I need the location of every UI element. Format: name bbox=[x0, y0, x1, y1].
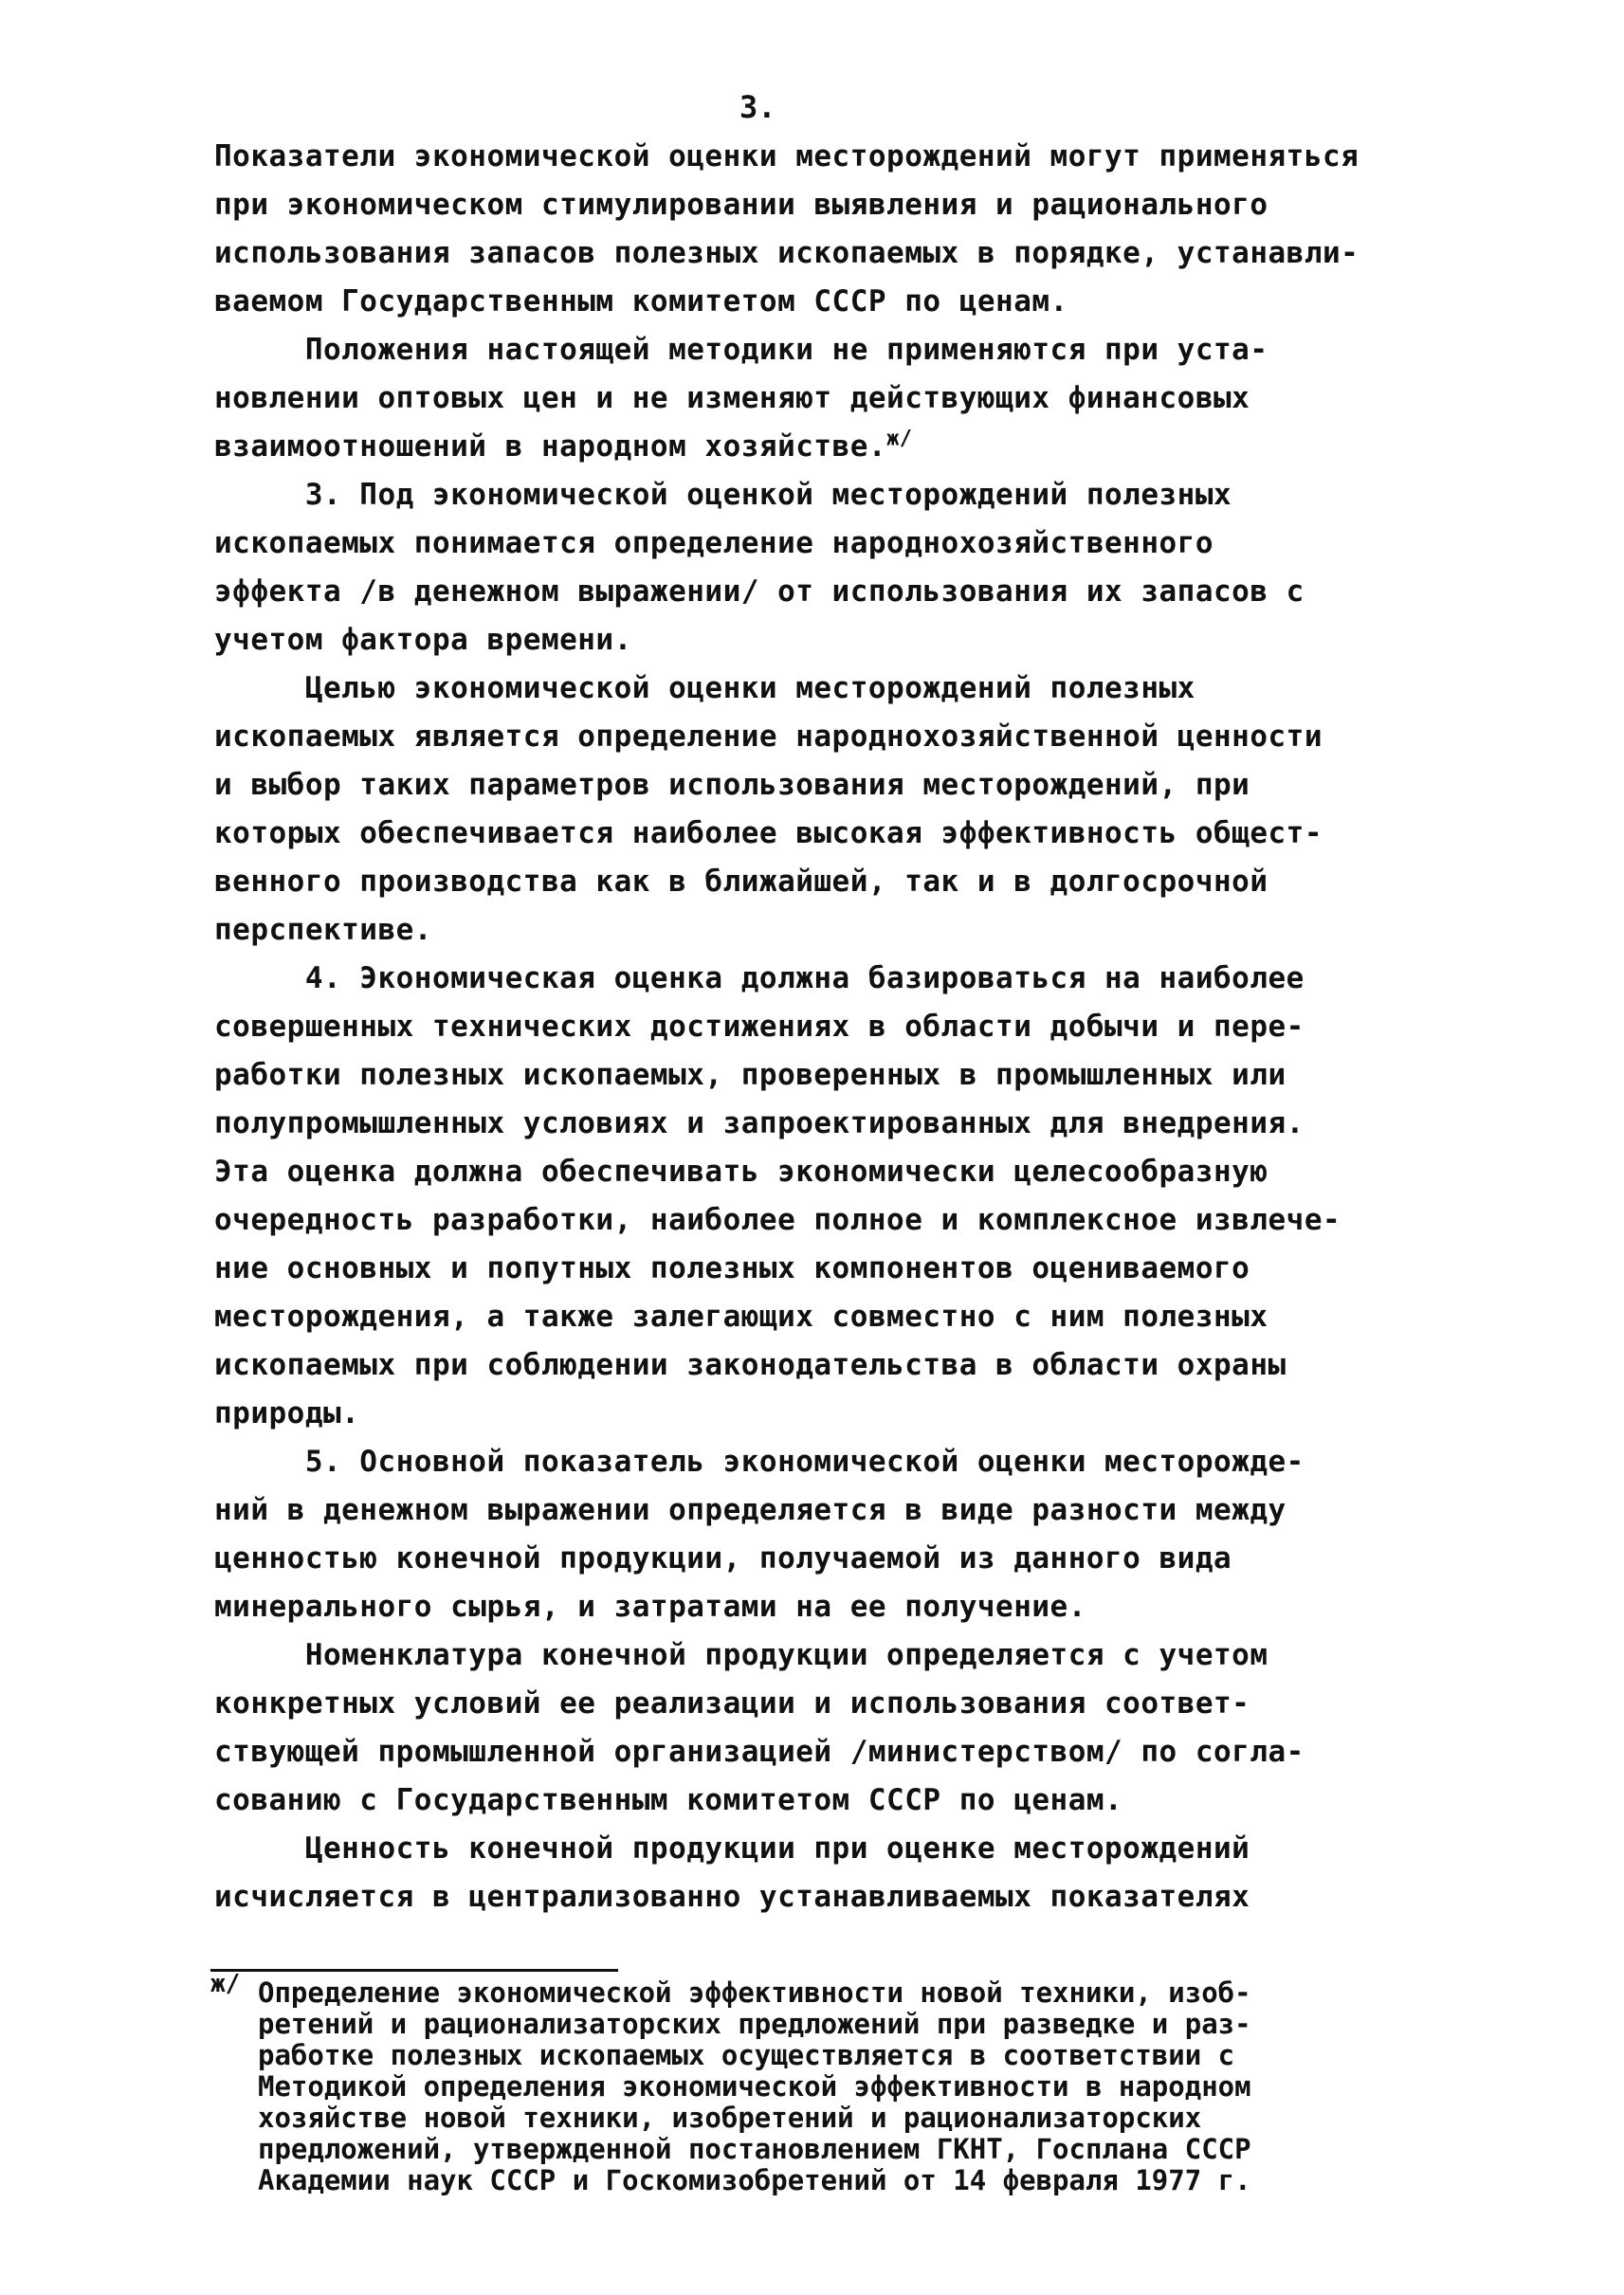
text-line: Положения настоящей методики не применяются при уста- bbox=[214, 333, 1268, 367]
text-line: исчисляется в централизованно устанавливаемых показателях bbox=[214, 1880, 1250, 1914]
text-line: и выбор таких параметров использования месторождений, при bbox=[214, 768, 1250, 802]
text-line: ценностью конечной продукции, получаемой из данного вида bbox=[214, 1541, 1232, 1576]
text-line: учетом фактора времени. bbox=[214, 623, 632, 657]
footnote-line: Методикой определения экономической эффективности в народном bbox=[258, 2070, 1251, 2103]
footnote-line: хозяйстве новой техники, изобретений и рационализаторских bbox=[258, 2102, 1202, 2134]
footnote-reference: ж/ bbox=[886, 427, 913, 451]
footnote-line: работке полезных ископаемых осуществляется в соответствии с bbox=[258, 2039, 1235, 2071]
text-line: венного производства как в ближайшей, так и в долгосрочной bbox=[214, 865, 1268, 899]
text-line: полупромышленных условиях и запроектированных для внедрения. bbox=[214, 1106, 1305, 1140]
footnote-divider bbox=[210, 1969, 618, 1972]
text-line: перспективе. bbox=[214, 913, 432, 947]
text-line: Ценность конечной продукции при оценке месторождений bbox=[214, 1831, 1250, 1866]
text-line: 3. Под экономической оценкой месторождений полезных bbox=[214, 478, 1232, 512]
text-line: 5. Основной показатель экономической оценки месторожде- bbox=[214, 1445, 1305, 1479]
text-line: использования запасов полезных ископаемых в порядке, устанавли- bbox=[214, 236, 1359, 270]
body-text bbox=[214, 133, 1437, 1922]
footnote-line: ретений и рационализаторских предложений при разведке и раз- bbox=[258, 2008, 1251, 2040]
text-line: ископаемых понимается определение народнохозяйственного bbox=[214, 526, 1213, 560]
text-line: работки полезных ископаемых, проверенных в промышленных или bbox=[214, 1058, 1286, 1092]
text-line: ний в денежном выражении определяется в виде разности между bbox=[214, 1493, 1286, 1527]
text-line: сованию с Государственным комитетом СССР по ценам. bbox=[214, 1783, 1123, 1817]
text-line: месторождения, а также залегающих совместно с ним полезных bbox=[214, 1300, 1268, 1334]
text-line: совершенных технических достижениях в области добычи и пере- bbox=[214, 1010, 1305, 1044]
text-line: которых обеспечивается наиболее высокая эффективность общест- bbox=[214, 816, 1323, 850]
text-line: конкретных условий ее реализации и использования соответ- bbox=[214, 1686, 1250, 1721]
text-line: Целью экономической оценки месторождений полезных bbox=[214, 671, 1195, 705]
text-line: эффекта /в денежном выражении/ от использования их запасов с bbox=[214, 574, 1305, 609]
text-line: при экономическом стимулировании выявления и рационального bbox=[214, 188, 1268, 222]
text-line: взаимоотношений в народном хозяйстве. bbox=[214, 429, 887, 464]
text-line: очередность разработки, наиболее полное и комплексное извлече- bbox=[214, 1203, 1341, 1237]
text-line: ваемом Государственным комитетом СССР по ценам. bbox=[214, 284, 1068, 319]
text-line-with-footnote-ref bbox=[214, 423, 1437, 471]
text-line: природы. bbox=[214, 1396, 360, 1430]
text-line: минерального сырья, и затратами на ее получение. bbox=[214, 1590, 1086, 1624]
text-line: 4. Экономическая оценка должна базироваться на наиболее bbox=[214, 961, 1305, 995]
text-line: Номенклатура конечной продукции определяется с учетом bbox=[214, 1638, 1268, 1672]
text-line: ископаемых при соблюдении законодательства в области охраны bbox=[214, 1348, 1286, 1382]
footnote-mark: ж/ bbox=[210, 1970, 241, 1998]
footnote-text bbox=[258, 1977, 1452, 2196]
footnote-line: Определение экономической эффективности новой техники, изоб- bbox=[258, 1976, 1251, 2009]
text-line: ископаемых является определение народнохозяйственной ценности bbox=[214, 719, 1323, 754]
text-line: ние основных и попутных полезных компонентов оцениваемого bbox=[214, 1251, 1250, 1285]
page-number: 3. bbox=[739, 89, 776, 125]
text-line: Эта оценка должна обеспечивать экономически целесообразную bbox=[214, 1155, 1268, 1189]
text-line: Показатели экономической оценки месторождений могут применяться bbox=[214, 139, 1359, 173]
text-line: ствующей промышленной организацией /министерством/ по согла- bbox=[214, 1735, 1305, 1769]
footnote-line: предложений, утвержденной постановлением ГКНТ, Госплана СССР bbox=[258, 2133, 1251, 2165]
footnote-line: Академии наук СССР и Госкомизобретений от 14 февраля 1977 г. bbox=[258, 2164, 1251, 2196]
text-line: новлении оптовых цен и не изменяют действующих финансовых bbox=[214, 381, 1250, 415]
